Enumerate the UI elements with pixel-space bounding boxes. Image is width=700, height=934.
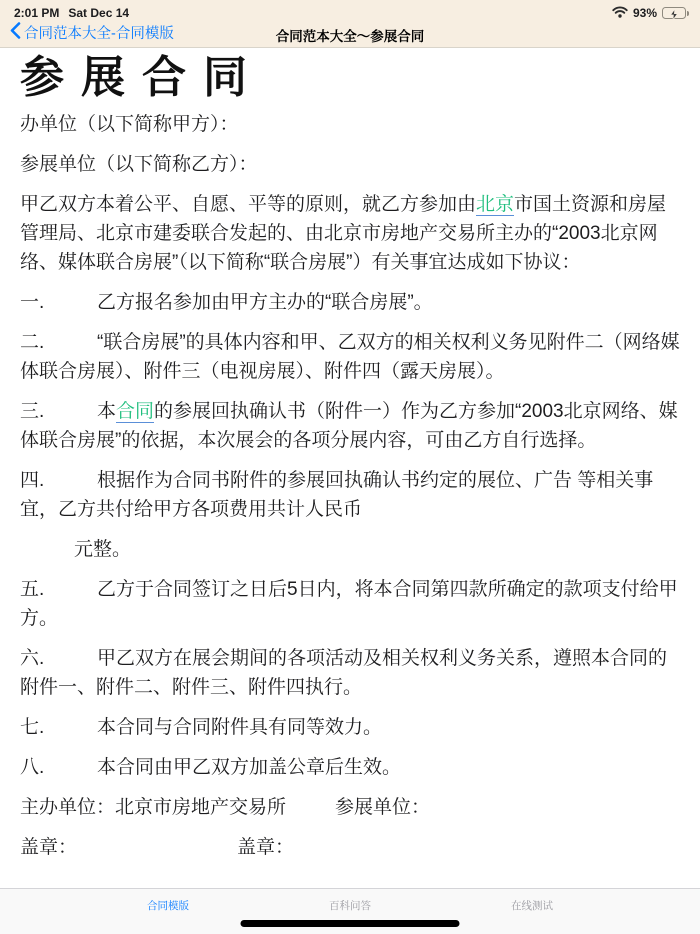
clause-1 [20,288,680,317]
clause-2 [20,328,680,386]
status-date: Sat Dec 14 [68,6,130,20]
clause-text: 本 [97,401,117,422]
wifi-icon [612,6,628,21]
clause-text: “联合房展”的具体内容和甲、乙双方的相关权利义务见附件二（网络媒体联合房展）、附件三（电视房展）、附件四（露天房展）。 [20,332,680,382]
keyword-link-beijing[interactable]: 北京 [476,194,515,215]
tab-encyclopedia-qa[interactable]: 百科问答 [329,900,371,912]
seal-label-1: 盖章： [20,837,78,858]
clause-number: 七. [20,717,45,738]
back-button-label: 合同范本大全-合同模版 [24,26,174,42]
intro-post: 市国土资源和房屋管理局、北京市建委联合发起的、由北京市房地产交易所主办的“2003北京网络、媒体联合房展”（以下简称“联合房展”）有关事宜达成如下协议： [20,194,667,273]
seal-label-2: 盖章： [237,837,295,858]
clause-number: 五. [20,579,45,600]
clause-7 [20,713,680,742]
clause-text: 的参展回执确认书（附件一）作为乙方参加“2003北京网络、媒体联合房展”的依据，本次展会的各项分展内容，可由乙方自行选择。 [20,401,678,451]
clause-4 [20,466,680,524]
charging-bolt-icon [670,9,678,20]
tab-list [0,889,700,913]
tab-bar [0,888,700,934]
clause-number: 三. [20,401,45,422]
keyword-link-hetong[interactable]: 合同 [116,401,155,422]
clause-number: 二. [20,332,45,353]
clause-text: 乙方报名参加由甲方主办的“联合房展”。 [97,292,433,313]
clause-text: 甲乙双方在展会期间的各项活动及相关权利义务关系，遵照本合同的附件一、附件二、附件三、附件四执行。 [20,648,668,698]
document-title: 参展合同 [20,53,264,102]
battery-percent: 93% [632,6,657,20]
party-b-line: 参展单位（以下简称乙方）： [20,154,258,175]
navigation-bar [0,22,700,47]
signature-seal-line [20,833,680,862]
clause-6 [20,644,680,702]
page-title: 合同范本大全～参展合同 [275,28,425,44]
exhibitor-org-label: 参展单位： [335,797,431,818]
status-right [612,6,686,21]
clause-text: 乙方于合同签订之日后5日内，将本合同第四款所确定的款项支付给甲方。 [20,579,678,629]
chevron-left-icon [10,22,21,43]
clause-text: 本合同与合同附件具有同等效力。 [97,717,383,738]
signature-org-line [20,793,680,822]
clause-text: 本合同由甲乙双方加盖公章后生效。 [97,757,402,778]
party-a-line: 办单位（以下简称甲方）： [20,114,239,135]
document-view[interactable] [0,48,700,888]
clause-5 [20,575,680,633]
intro-pre: 甲乙双方本着公平、自愿、平等的原则，就乙方参加由 [20,194,477,215]
home-indicator[interactable] [241,920,460,927]
intro-paragraph [20,190,680,277]
status-bar [0,0,700,22]
battery-icon [662,7,686,19]
clause-number: 一. [20,292,45,313]
clause-text: 根据作为合同书附件的参展回执确认书约定的展位、广告 等相关事宜，乙方共付给甲方各项费用共计人民币 [20,470,654,520]
clause-8 [20,753,680,782]
amount-line: 元整。 [74,539,132,560]
top-bar [0,0,700,48]
clause-number: 六. [20,648,45,669]
tab-online-test[interactable]: 在线测试 [511,900,553,912]
clause-number: 八. [20,757,45,778]
clause-3 [20,397,680,455]
back-button[interactable] [10,22,174,43]
status-time: 2:01 PM [14,6,60,20]
status-left [14,6,138,20]
clause-number: 四. [20,470,45,491]
host-org-label: 主办单位：北京市房地产交易所 [20,797,287,818]
tab-contract-templates[interactable]: 合同模版 [147,900,189,912]
